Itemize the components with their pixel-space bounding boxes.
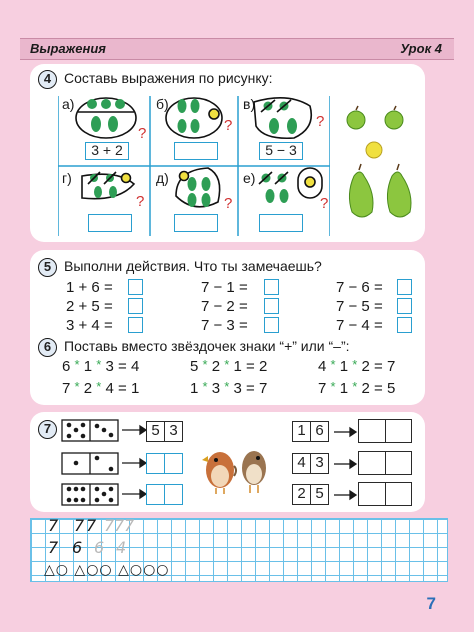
label-v: в) [243,96,256,112]
label-g: г) [62,170,72,186]
svg-text:?: ? [316,113,325,130]
divider [385,419,386,443]
picture-b [166,98,222,138]
handwritten-digit: 7 [86,516,97,535]
answer-box-v[interactable]: 5 − 3 [259,142,303,160]
label-d: д) [156,170,169,186]
lesson-title: Урок 4 [400,41,442,56]
tracing-digit: 7 [114,516,125,535]
expression: 7 − 2 = [201,298,248,315]
answer-box[interactable] [128,317,143,333]
expression: 7 − 1 = [201,279,248,296]
answer-box-d[interactable] [174,214,218,232]
divider [385,482,386,506]
label-b: б) [156,96,169,112]
answer-box-b[interactable] [174,142,218,160]
answer-box[interactable] [397,279,412,295]
task-4-title: Составь выражения по рисунку: [64,70,273,86]
expression: 7 − 5 = [336,298,383,315]
star-equation: 6 * 1 * 3 = 4 [62,357,140,375]
copybook-shapes-row: △○ △○○ △○○○ [44,562,170,578]
page-header [20,38,454,60]
section-title: Выражения [30,41,106,56]
tracing-digit: 4 [116,538,127,557]
answer-cell[interactable] [146,484,165,505]
task-7-number: 7 [38,420,57,439]
start-cell[interactable]: 3 [310,453,329,474]
answer-box[interactable] [397,298,412,314]
picture-g [82,172,134,199]
task-6-title: Поставь вместо звёздочек знаки “+” или “–”: [64,338,350,354]
picture-v [254,98,311,138]
answer-box[interactable] [128,298,143,314]
answer-box[interactable] [264,317,279,333]
star-equation: 5 * 2 * 1 = 2 [190,357,268,375]
answer-cell[interactable] [164,484,183,505]
tracing-digit: 7 [104,516,115,535]
label-a: а) [62,96,75,112]
expression: 7 − 6 = [336,279,383,296]
tracing-digit: 7 [124,516,135,535]
star-equation: 4 * 1 * 2 = 7 [318,357,396,375]
expression: 3 + 4 = [66,317,113,334]
svg-text:?: ? [224,195,233,212]
answer-box-a[interactable]: 3 + 2 [85,142,129,160]
page-number: 7 [426,594,436,613]
svg-text:?: ? [320,195,329,212]
divider [385,451,386,475]
svg-text:?: ? [138,125,147,142]
start-cell[interactable]: 5 [310,484,329,505]
handwritten-digit: 6 [72,538,83,557]
expression: 1 + 6 = [66,279,113,296]
picture-d [176,168,220,207]
svg-text:?: ? [224,117,233,134]
picture-e [259,168,322,203]
task-5-title: Выполни действия. Что ты замечаешь? [64,258,322,274]
fruit-illustration [340,104,420,224]
task-6-number: 6 [38,338,57,357]
answer-box[interactable] [128,279,143,295]
task-5-number: 5 [38,258,57,277]
answer-cell[interactable] [164,453,183,474]
tracing-digit: 6 [94,538,105,557]
answer-box-g[interactable] [88,214,132,232]
picture-a [76,98,136,138]
handwritten-digit: 7 [48,516,59,535]
arrows [332,420,360,510]
answer-box-e[interactable] [259,214,303,232]
answer-box[interactable] [397,317,412,333]
start-cell[interactable]: 4 [292,453,311,474]
start-cell[interactable]: 2 [292,484,311,505]
task-4-number: 4 [38,70,57,89]
answer-box[interactable] [264,279,279,295]
answer-box[interactable] [264,298,279,314]
label-e: е) [243,170,256,186]
answer-cell[interactable]: 3 [164,421,183,442]
expression: 7 − 3 = [201,317,248,334]
expression: 2 + 5 = [66,298,113,315]
expression: 7 − 4 = [336,317,383,334]
start-cell[interactable]: 1 [292,421,311,442]
answer-cell[interactable]: 5 [146,421,165,442]
svg-text:?: ? [136,193,145,210]
star-equation: 7 * 2 * 4 = 1 [62,379,140,397]
birds-illustration [200,436,276,498]
answer-cell[interactable] [146,453,165,474]
star-equation: 1 * 3 * 3 = 7 [190,379,268,397]
handwritten-digit: 7 [74,516,85,535]
start-cell[interactable]: 6 [310,421,329,442]
handwritten-digit: 7 [48,538,59,557]
star-equation: 7 * 1 * 2 = 5 [318,379,396,397]
